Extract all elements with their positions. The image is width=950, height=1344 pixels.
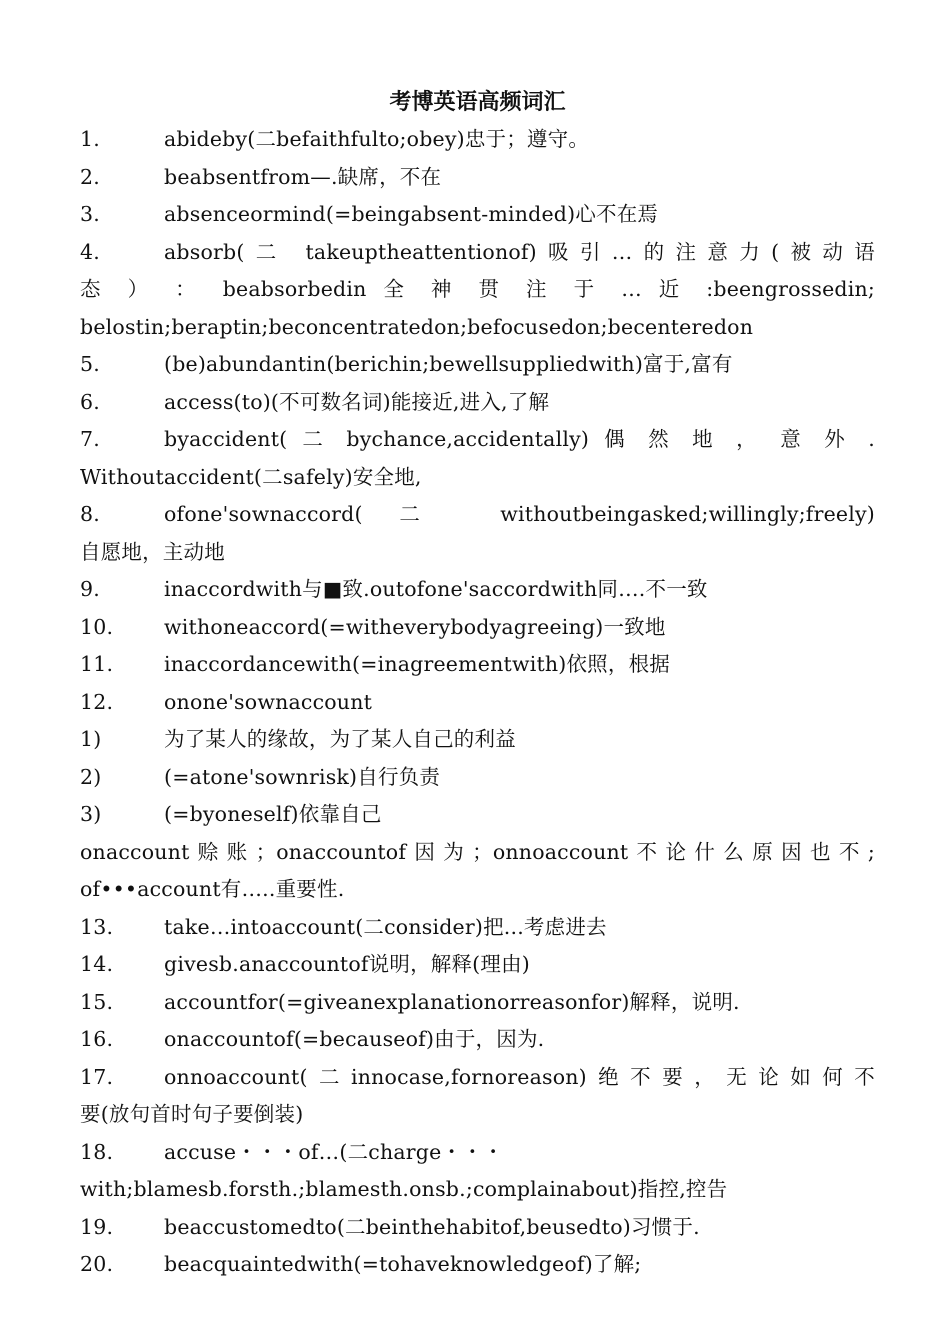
document-page (80, 85, 875, 1284)
entry-number: 18. (80, 1139, 114, 1164)
entry-text: inaccordwith与■致.outofone'saccordwith同….不一致 (164, 577, 708, 601)
entry-text: (=atone'sownrisk)自行负责 (164, 764, 441, 789)
entry-text: absorb(二 takeuptheattentionof)吸引…的注意力(被动语 (164, 239, 875, 264)
vocab-entry (80, 1209, 875, 1247)
entry-text: beacquaintedwith(=tohaveknowledgeof)了解; (164, 1252, 642, 1276)
entry-number: 3. (80, 202, 100, 226)
vocab-entry (80, 1059, 875, 1097)
vocab-entry (80, 121, 875, 159)
entry-number: 1. (80, 127, 100, 151)
vocab-entry (80, 946, 875, 984)
vocab-entry (80, 721, 875, 759)
entry-text: 为了某人的缘故，为了某人自己的利益 (164, 727, 516, 751)
entry-text: accuse・・・of…(二charge・・・ (164, 1139, 504, 1164)
vocab-entry (80, 1246, 875, 1284)
entry-text: abideby(二befaithfulto;obey)忠于；遵守。 (164, 127, 590, 151)
continuation-line: 要(放句首时句子要倒装) (80, 1102, 304, 1126)
entry-text: beaccustomedto(二beinthehabitof,beusedto)习惯于. (164, 1214, 700, 1239)
entry-text: accountfor(=giveanexplanationorreasonfor)解释，说明. (164, 989, 740, 1014)
entry-text: withoneaccord(=witheverybodyagreeing)一致地 (164, 614, 666, 639)
entry-number: 16. (80, 1027, 114, 1051)
entry-text: ofone'sownaccord(二 withoutbeingasked;willingly;freely) (164, 502, 875, 526)
entry-number: 20. (80, 1252, 114, 1276)
continuation-line: belostin;beraptin;beconcentratedon;befocusedon;becenteredon (80, 314, 754, 339)
entry-number: 10. (80, 614, 114, 639)
entry-text: byaccident( 二 bychance,accidentally) 偶 然 地 ， 意 外 . (164, 427, 875, 451)
entry-number: 11. (80, 652, 114, 676)
vocab-entry (80, 759, 875, 797)
vocab-entry (80, 609, 875, 647)
entry-number: 15. (80, 989, 114, 1014)
vocab-entry (80, 909, 875, 947)
vocab-entry (80, 1134, 875, 1172)
entry-number: 1) (80, 727, 102, 751)
entry-text: access(to)(不可数名词)能接近,进入,了解 (164, 389, 550, 414)
entry-number: 9. (80, 577, 100, 601)
continuation-line: 自愿地，主动地 (80, 539, 225, 564)
entry-text: beabsentfrom—.缺席，不在 (164, 164, 442, 189)
entry-number: 2. (80, 164, 100, 189)
entry-number: 2) (80, 764, 102, 789)
vocab-entry (80, 346, 875, 384)
vocab-entry (80, 571, 875, 609)
continuation-line: Withoutaccident(二safely)安全地, (80, 464, 422, 489)
vocab-entry (80, 796, 875, 834)
entry-number: 5. (80, 352, 100, 376)
entry-text: onone'sownaccount (164, 689, 373, 714)
vocab-entry (80, 421, 875, 459)
entry-text: (=byoneself)依靠自己 (164, 802, 382, 826)
vocab-entry (80, 159, 875, 197)
entry-number: 6. (80, 389, 100, 414)
continuation-line: with;blamesb.forsth.;blamesth.onsb.;complainabout)指控,控告 (80, 1177, 728, 1201)
vocab-entry (80, 984, 875, 1022)
entry-number: 3) (80, 802, 102, 826)
entry-text: onnoaccount(二innocase,fornoreason)绝不要，无论如何不 (164, 1064, 875, 1089)
continuation-line: onaccount赊账；onaccountof因为；onnoaccount不论什么原因也不; (80, 839, 875, 864)
vocabulary-list (80, 121, 875, 1284)
vocab-entry (80, 684, 875, 722)
vocab-entry (80, 1021, 875, 1059)
vocab-entry (80, 384, 875, 422)
vocab-entry (80, 496, 875, 534)
entry-text: take…intoaccount(二consider)把...考虑进去 (164, 914, 607, 939)
continuation-line: 态 ） ： beabsorbedin 全 神 贯 注 于 … 近 :beengrossedin; (80, 277, 875, 301)
entry-text: absenceormind(=beingabsent-minded)心不在焉 (164, 202, 659, 226)
vocab-entry (80, 234, 875, 272)
vocab-entry (80, 196, 875, 234)
entry-number: 7. (80, 427, 100, 451)
entry-number: 13. (80, 914, 114, 939)
entry-number: 14. (80, 952, 114, 976)
page-title: 考博英语高频词汇 (389, 90, 566, 115)
entry-text: givesb.anaccountof说明，解释(理由) (164, 952, 530, 976)
entry-number: 4. (80, 239, 100, 264)
entry-number: 12. (80, 689, 114, 714)
entry-text: (be)abundantin(berichin;bewellsuppliedwith)富于,富有 (164, 352, 733, 376)
entry-text: onaccountof(=becauseof)由于，因为. (164, 1027, 545, 1051)
entry-number: 8. (80, 502, 100, 526)
continuation-line: of•••account有…..重要性. (80, 877, 345, 901)
entry-number: 17. (80, 1064, 114, 1089)
entry-number: 19. (80, 1214, 114, 1239)
entry-text: inaccordancewith(=inagreementwith)依照，根据 (164, 652, 670, 676)
vocab-entry (80, 646, 875, 684)
